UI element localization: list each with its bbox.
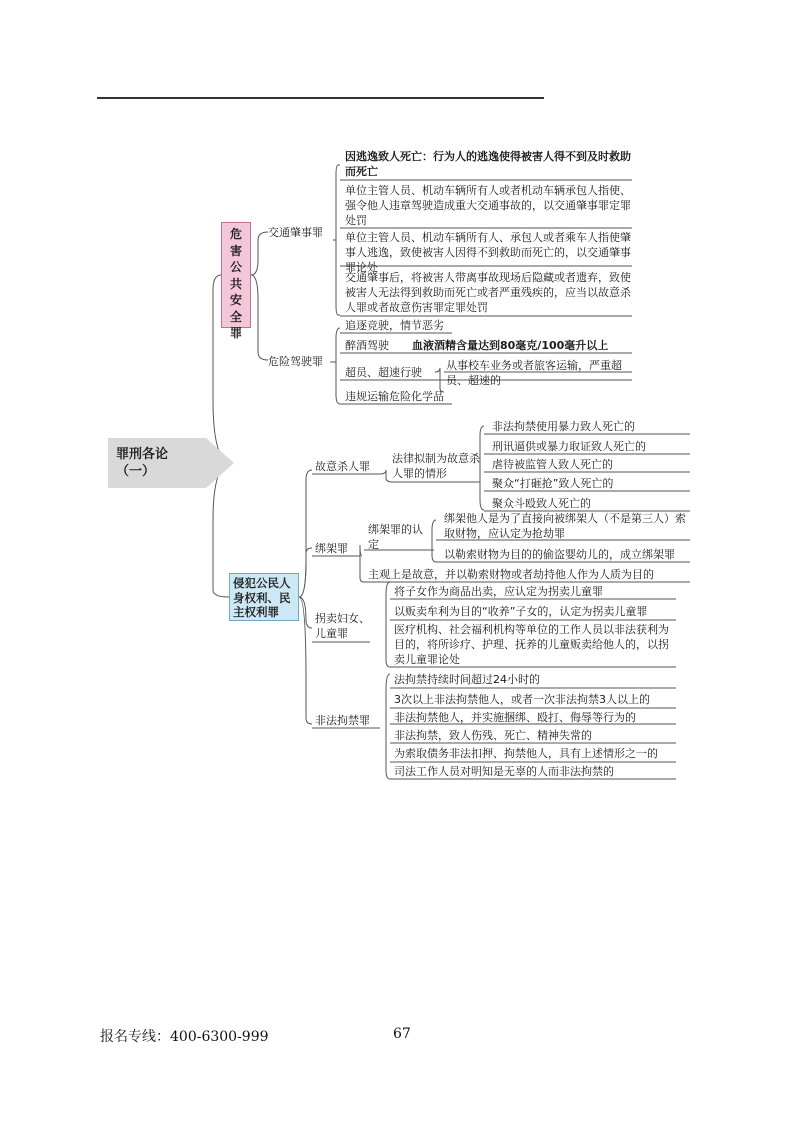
traffick-item: 将子女作为商品出卖，应认定为拐卖儿童罪 [394,585,603,598]
crime-traffic-accident: 交通肇事罪 [268,226,323,239]
detain-item: 司法工作人员对明知是无辜的人而非法拘禁的 [394,765,614,778]
murder-item: 刑讯逼供或暴力取证致人死亡的 [492,440,646,453]
murder-item: 虐待被监管人致人死亡的 [492,458,613,471]
crime-murder: 故意杀人罪 [315,460,370,473]
page-number: 67 [393,1026,411,1042]
detain-item: 非法拘禁，致人伤残、死亡、精神失常的 [394,729,592,742]
traffick-item: 医疗机构、社会福利机构等单位的工作人员以非法获利为目的，将所诊疗、护理、抚养的儿童贩卖给他人的，以拐卖儿童罪论处 [394,623,669,666]
traffic-item: 因逃逸致人死亡：行为人的逃逸使得被害人得不到及时救助而死亡 [345,150,631,178]
root-node [108,438,206,488]
danger-overload: 超员、超速行驶 [345,366,422,379]
detain-item: 为索取债务非法扣押、拘禁他人，具有上述情形之一的 [394,747,658,760]
category-personal-rights [229,573,299,621]
kidnap-item: 以勒索财物为目的的偷盗婴幼儿的，成立绑架罪 [444,548,675,561]
crime-kidnap: 绑架罪 [315,542,348,555]
danger-hazard: 违规运输危险化学品 [345,390,444,403]
root-arrow [206,438,234,488]
kidnap-item: 绑架他人是为了直接向被绑架人（不是第三人）索取财物，应认定为抢劫罪 [444,512,686,540]
category-public-safety-label: 危害公共安全罪 [230,227,243,340]
danger-drunk: 醉酒驾驶 [345,339,389,352]
murder-sub: 法律拟制为故意杀人罪的情形 [392,452,480,480]
crime-trafficking: 拐卖妇女、儿童罪 [315,612,370,640]
footer-hotline: 报名专线：400-6300-999 [100,1029,269,1045]
murder-item: 聚众“打砸抢”致人死亡的 [492,477,614,490]
detain-item: 非法拘禁他人，并实施捆绑、殴打、侮辱等行为的 [394,711,636,724]
kidnap-sub: 绑架罪的认定 [368,523,423,551]
kidnap-subjective: 主观上是故意，并以勒索财物或者劫持他人作为人质为目的 [368,568,654,581]
crime-illegal-detention: 非法拘禁罪 [315,714,370,727]
detain-item: 法拘禁持续时间超过24小时的 [394,673,540,686]
danger-chase: 追逐竞驶，情节恶劣 [345,319,444,332]
traffic-item: 单位主管人员、机动车辆所有人或者机动车辆承包人指使、强令他人违章驾驶造成重大交通事故的，以交通肇事罪定罪处罚 [345,184,631,227]
murder-item: 聚众斗殴致人死亡的 [492,497,591,510]
detain-item: 3次以上非法拘禁他人，或者一次非法拘禁3人以上的 [394,693,650,706]
murder-item: 非法拘禁使用暴力致人死亡的 [492,420,635,433]
danger-drunk-detail: 血液酒精含量达到80毫克/100毫升以上 [412,339,609,352]
traffic-item: 交通肇事后，将被害人带离事故现场后隐藏或者遗弃，致使被害人无法得到救助而死亡或者严重残疾的，应当以故意杀人罪或者故意伤害罪定罪处罚 [345,271,631,314]
crime-dangerous-driving: 危险驾驶罪 [268,355,323,368]
category-public-safety [221,222,251,340]
root-label: 罪刑各论（一） [116,447,169,479]
danger-overload-detail: 从事校车业务或者旅客运输，严重超员、超速的 [446,359,622,387]
traffic-item: 单位主管人员、机动车辆所有人、承包人或者乘车人指使肇事人逃逸，致使被害人因得不到救助而死亡的，以交通肇事罪论处 [345,231,631,274]
traffick-item: 以贩卖牟利为目的“收养”子女的，认定为拐卖儿童罪 [394,605,648,618]
category-personal-rights-label: 侵犯公民人身权利、民主权利罪 [233,576,291,619]
